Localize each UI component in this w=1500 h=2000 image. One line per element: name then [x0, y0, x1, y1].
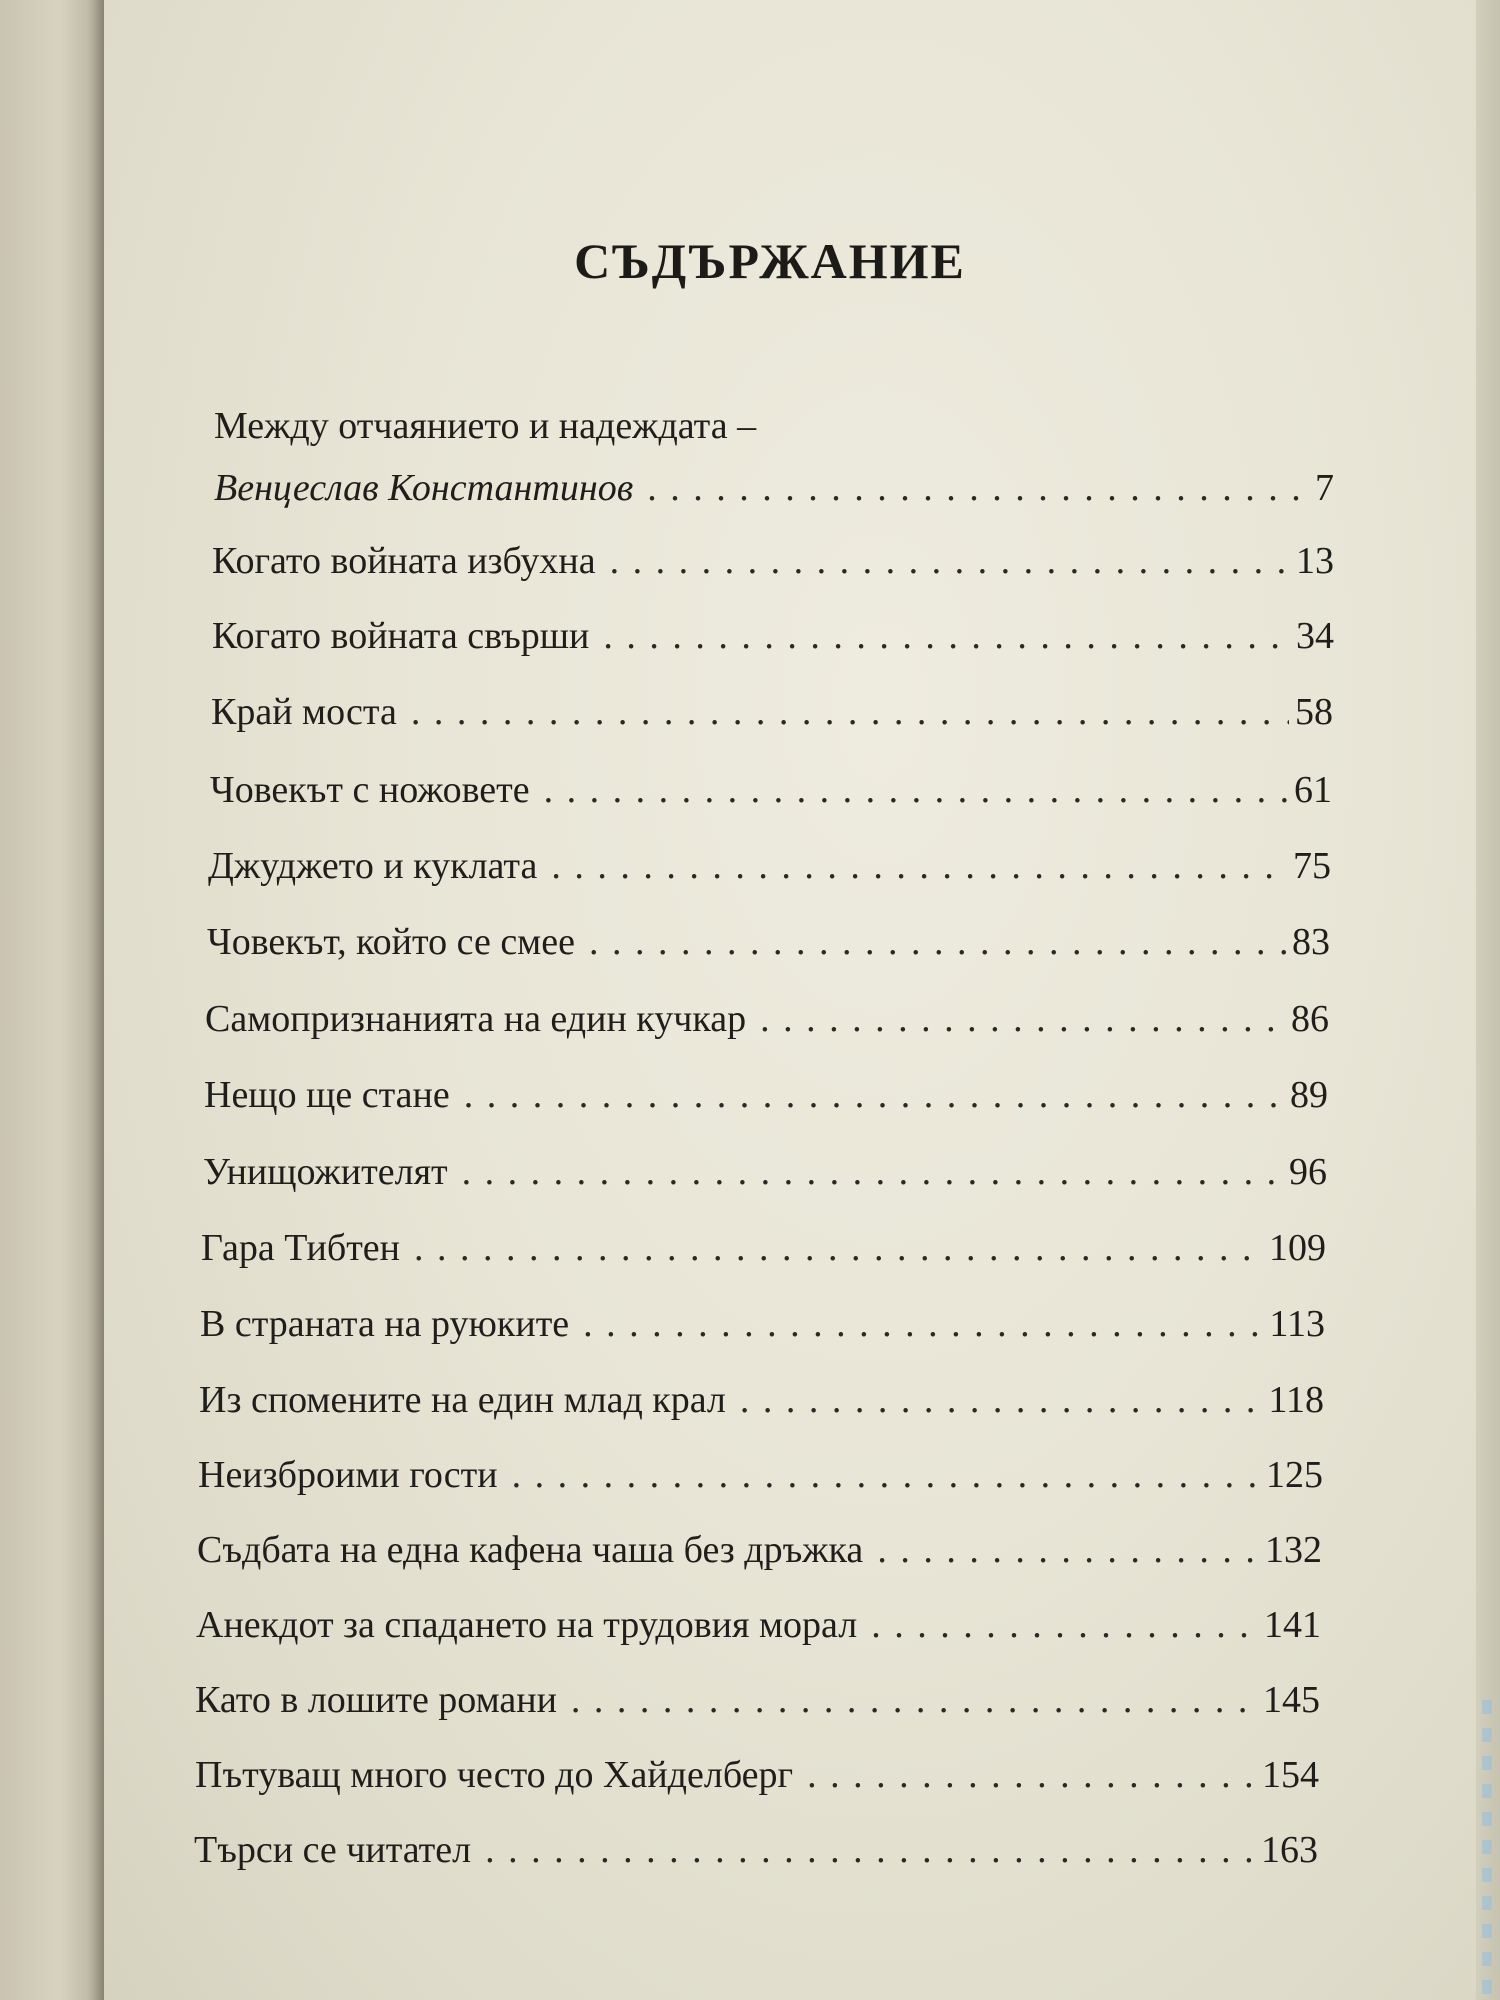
dot-leader — [551, 844, 1287, 888]
toc-entry[interactable] — [203, 1150, 1327, 1194]
toc-entry-title: Търси се читател — [194, 1829, 472, 1871]
toc-page-number: 61 — [1294, 769, 1332, 811]
toc-entry-line: Между отчаянието и надеждата – — [214, 405, 757, 447]
toc-page-number: 163 — [1261, 1829, 1318, 1871]
toc-page-number: 118 — [1268, 1379, 1324, 1421]
toc-page-number: 13 — [1296, 540, 1334, 582]
dot-leader — [760, 997, 1285, 1041]
dot-leader — [807, 1753, 1256, 1797]
dot-leader — [512, 1453, 1260, 1497]
dot-leader — [414, 1226, 1263, 1270]
toc-entry[interactable] — [212, 614, 1334, 658]
toc-page-number: 113 — [1269, 1303, 1325, 1345]
dot-leader — [485, 1828, 1255, 1872]
toc-entry[interactable] — [211, 690, 1333, 734]
toc-entry-title: Пътуващ много често до Хайделберг — [195, 1754, 794, 1796]
dot-leader — [462, 1150, 1283, 1194]
dot-leader — [877, 1528, 1259, 1572]
toc-entry-title: Неизброими гости — [198, 1454, 498, 1496]
toc-page-number: 7 — [1315, 467, 1334, 509]
toc-entry[interactable] — [195, 1753, 1319, 1797]
toc-entry[interactable] — [207, 920, 1330, 964]
toc-page-number: 154 — [1262, 1754, 1319, 1796]
toc-entry-title: В страната на руюките — [200, 1303, 570, 1345]
toc-page-number: 75 — [1293, 845, 1331, 887]
toc-entry-title: Из спомените на един млад крал — [199, 1379, 726, 1421]
toc-page-number: 58 — [1295, 691, 1333, 733]
toc-page-number: 109 — [1269, 1227, 1326, 1269]
dot-leader — [464, 1073, 1284, 1117]
toc-page-number: 89 — [1290, 1074, 1328, 1116]
dot-leader — [647, 466, 1309, 510]
toc-page-number: 125 — [1266, 1454, 1323, 1496]
toc-entry-title: Анекдот за спадането на трудовия морал — [196, 1604, 858, 1646]
toc-entry-title: Когато войната свърши — [212, 615, 590, 657]
toc-entry[interactable] — [214, 466, 1334, 510]
toc-page-number: 83 — [1292, 921, 1330, 963]
page-title: СЪДЪРЖАНИЕ — [574, 233, 966, 289]
toc-entry-title: Джуджето и куклата — [208, 845, 538, 887]
toc-entry-title: Нещо ще стане — [204, 1074, 450, 1116]
toc-entry-title: Унищожителят — [203, 1151, 448, 1193]
toc-entry[interactable] — [194, 1828, 1318, 1872]
dot-leader — [544, 768, 1288, 812]
toc-entry[interactable] — [204, 1073, 1328, 1117]
dot-leader — [571, 1678, 1257, 1722]
toc-entry-title: Като в лошите романи — [195, 1679, 557, 1721]
toc-entry-title: Гара Тибтен — [201, 1227, 400, 1269]
toc-entry[interactable] — [210, 768, 1332, 812]
dot-leader — [411, 690, 1289, 734]
toc-entry-title: Край моста — [211, 691, 397, 733]
toc-entry-title: Когато войната избухна — [212, 540, 596, 582]
toc-entry[interactable] — [208, 844, 1331, 888]
toc-entry[interactable] — [195, 1678, 1320, 1722]
dot-leader — [740, 1378, 1263, 1422]
dot-leader — [610, 539, 1290, 583]
toc-entry-title: Съдбата на една кафена чаша без дръжка — [197, 1529, 864, 1571]
toc-page-number: 145 — [1263, 1679, 1320, 1721]
toc-entry[interactable] — [196, 1603, 1321, 1647]
toc-entry[interactable] — [201, 1226, 1326, 1270]
dot-leader — [589, 920, 1286, 964]
toc-entry[interactable] — [199, 1378, 1324, 1422]
toc-entry-title: Човекът с ножовете — [210, 769, 530, 811]
toc-entry[interactable] — [200, 1302, 1325, 1346]
dot-leader — [583, 1302, 1263, 1346]
toc-page-number: 34 — [1296, 615, 1334, 657]
toc-page-number: 132 — [1265, 1529, 1322, 1571]
toc-entry[interactable] — [205, 997, 1329, 1041]
dot-leader — [603, 614, 1290, 658]
toc-page-number: 96 — [1289, 1151, 1327, 1193]
toc-entry[interactable] — [212, 539, 1334, 583]
toc-entry-title: Венцеслав Константинов — [214, 467, 634, 509]
toc-page-number: 86 — [1291, 998, 1329, 1040]
toc-entry-title: Самопризнанията на един кучкар — [205, 998, 747, 1040]
dot-leader — [871, 1603, 1258, 1647]
toc-entry[interactable] — [198, 1453, 1323, 1497]
toc-entry-title: Човекът, който се смее — [207, 921, 575, 963]
toc-entry[interactable] — [197, 1528, 1322, 1572]
toc-page-number: 141 — [1264, 1604, 1321, 1646]
